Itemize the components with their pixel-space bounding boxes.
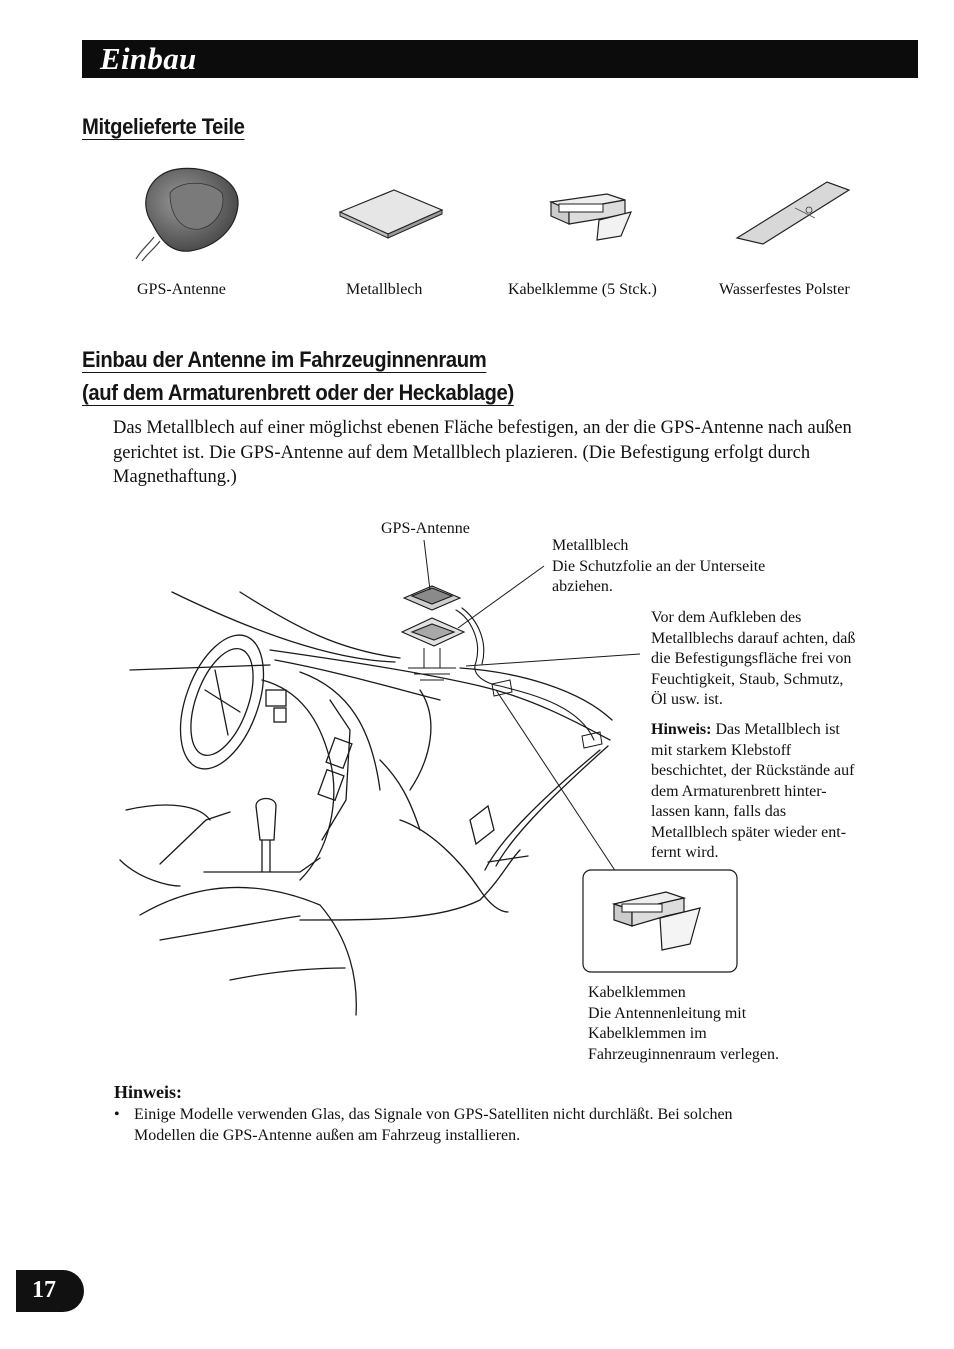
part-label-metal-plate: Metallblech <box>346 281 423 298</box>
callout-cable-clamps <box>588 983 779 1065</box>
part-label-cable-clamp: Kabelklemme (5 Stck.) <box>508 281 657 298</box>
cable-clamp-icon <box>545 190 637 244</box>
page-number: 17 <box>32 1277 56 1303</box>
callout-hint-rest: Das Metallblech ist <box>711 721 840 738</box>
callout-gps-antenna: GPS-Antenne <box>381 520 470 537</box>
install-paragraph: Das Metallblech auf einer möglichst ebenen Fläche befestigen, an der die GPS-Antenne nach außen gerichtet ist. Die GPS-Antenne auf dem Metallblech plazieren. (Die Befestigung erfolgt durch Magnethaftung.) <box>113 418 852 487</box>
install-heading-line2: (auf dem Armaturenbrett oder der Heckablage) <box>82 380 514 405</box>
callout-surface-line5: Öl usw. ist. <box>651 691 723 708</box>
callout-hint-bold: Hinweis: <box>651 721 712 738</box>
banner-title: Einbau <box>100 41 197 76</box>
note-item <box>134 1104 733 1146</box>
waterproof-pad-icon <box>735 180 851 246</box>
callout-surface-line4: Feuchtigkeit, Staub, Schmutz, <box>651 670 844 688</box>
note-item-line2: Modellen die GPS-Antenne außen am Fahrzeug installieren. <box>134 1127 521 1144</box>
callout-clamps-line3: Kabelklemmen im <box>588 1025 707 1042</box>
callout-surface-line2: Metallblechs darauf achten, daß <box>651 629 856 647</box>
callout-hint-line5: Metallblech später wieder ent- <box>651 823 847 841</box>
section-banner <box>82 40 918 78</box>
part-label-waterproof-pad: Wasserfestes Polster <box>719 281 850 298</box>
callout-clamps-line1: Kabelklemmen <box>588 984 686 1001</box>
part-label-gps-antenna: GPS-Antenne <box>137 281 226 298</box>
gps-antenna-icon <box>130 163 245 263</box>
callout-hint-line4: lassen kann, falls das <box>651 803 787 820</box>
page-number-badge <box>16 1270 84 1312</box>
callout-hint <box>651 720 854 864</box>
callout-clamps-line4: Fahrzeuginnenraum verlegen. <box>588 1045 780 1063</box>
callout-hint-line3: dem Armaturenbrett hinter- <box>651 782 827 800</box>
callout-metal-plate-line1: Metallblech <box>552 537 629 554</box>
callout-metal-plate <box>552 536 765 598</box>
callout-hint-line2: beschichtet, der Rückstände auf <box>651 762 855 779</box>
supplied-parts-heading: Mitgelieferte Teile <box>82 114 245 139</box>
callout-hint-line1: mit starkem Klebstoff <box>651 741 792 759</box>
callout-metal-plate-line3: abziehen. <box>552 578 613 595</box>
callout-clamps-line2: Die Antennenleitung mit <box>588 1004 747 1022</box>
note-bullet: • <box>114 1106 120 1123</box>
callout-metal-plate-line2: Die Schutzfolie an der Unterseite <box>552 557 766 575</box>
metal-plate-icon <box>336 188 446 240</box>
callout-surface-line3: die Befestigungsfläche frei von <box>651 650 852 667</box>
note-item-line1: Einige Modelle verwenden Glas, das Signale von GPS-Satelliten nicht durchläßt. Bei solchen <box>134 1106 733 1123</box>
callout-surface-line1: Vor dem Aufkleben des <box>651 609 802 626</box>
callout-surface <box>651 608 855 711</box>
callout-hint-line6: fernt wird. <box>651 844 719 861</box>
note-title: Hinweis: <box>114 1082 183 1102</box>
install-heading-line1: Einbau der Antenne im Fahrzeuginnenraum <box>82 347 487 372</box>
